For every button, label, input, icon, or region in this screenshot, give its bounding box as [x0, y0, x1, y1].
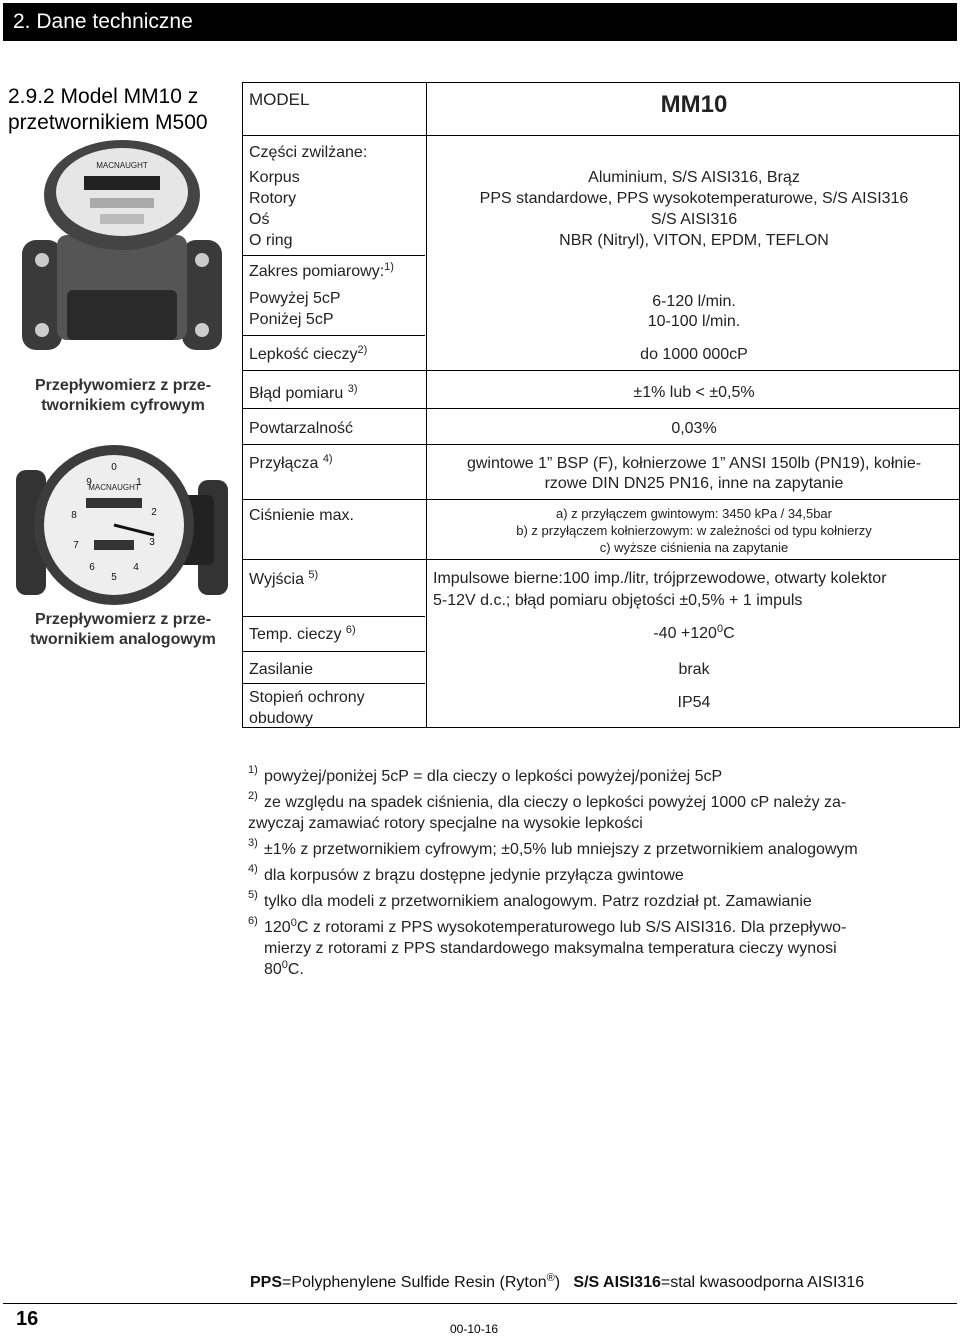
svg-text:8: 8 — [71, 510, 77, 521]
footnote-4: 4) dla korpusów z brązu dostępne jedynie przyłącza gwintowe — [248, 863, 684, 884]
svg-text:3: 3 — [149, 537, 155, 548]
above-5cp-value: 6-120 l/min. — [652, 293, 736, 310]
oring-value: NBR (Nitryl), VITON, EPDM, TEFLON — [559, 232, 829, 249]
connections-label: Przyłącza $^{4)}$ — [249, 453, 333, 472]
axis-label: Oś — [249, 211, 270, 228]
footnote-6: 6) $120^0C$ z rotorami z PPS wysokotemperaturowego lub S/S AISI316. Dla przepływo- mierzy z rotorami z PPS standardowego maksymalna temperatura cieczy wynosi $80^0C$. — [248, 915, 847, 978]
footer-rule — [3, 1303, 957, 1304]
repeatability-label: Powtarzalność — [249, 420, 354, 437]
ip-rating-value: IP54 — [677, 694, 711, 711]
header-title: 2. Dane techniczne — [13, 10, 193, 33]
svg-text:9: 9 — [86, 477, 92, 488]
wetted-parts-label: Części zwilżane: — [249, 144, 368, 161]
digital-meter-brand: MACNAUGHT — [96, 161, 148, 170]
svg-text:7: 7 — [73, 540, 79, 551]
page-header — [3, 3, 957, 41]
svg-text:0: 0 — [111, 462, 117, 473]
ip-rating-label: Stopień ochrony obudowy — [249, 689, 365, 727]
pressure-value-line3: c) wyższe ciśnienia na zapytanie — [599, 540, 789, 555]
viscosity-value: do 1000 000cP — [640, 346, 748, 363]
outputs-label: Wyjścia $^{5)}$ — [249, 569, 319, 588]
pressure-value-line1: a) z przyłączem gwintowym: 3450 kPa / 34,5bar — [555, 506, 832, 521]
analog-meter-image — [14, 440, 230, 610]
temperature-value: $-40 +120^0C$ — [653, 623, 735, 642]
footnotes — [248, 766, 948, 985]
below-5cp-label: Poniżej 5cP — [249, 311, 334, 328]
body-label: Korpus — [249, 169, 300, 186]
spec-table — [242, 82, 960, 728]
body-value: Aluminium, S/S AISI316, Brąz — [588, 169, 800, 186]
row-line — [243, 370, 959, 371]
model-value: MM10 — [660, 91, 728, 118]
left-column — [8, 84, 238, 136]
row-line — [243, 135, 959, 136]
digital-caption: Przepływomierz z prze- twornikiem cyfrowym — [34, 377, 212, 414]
row-line — [242, 616, 425, 617]
below-5cp-value: 10-100 l/min. — [647, 313, 741, 330]
connections-value-line1: gwintowe 1” BSP (F), kołnierzowe 1” ANSI 150lb (PN19), kołnie- — [466, 455, 922, 472]
row-line — [243, 683, 425, 684]
analog-caption: Przepływomierz z prze- twornikiem analogowym — [30, 611, 216, 648]
svg-text:5: 5 — [111, 572, 117, 583]
row-line — [243, 559, 959, 560]
svg-text:4: 4 — [133, 562, 139, 573]
footnote-5: 5) tylko dla modeli z przetwornikiem analogowym. Patrz rozdział pt. Zamawianie — [248, 889, 812, 910]
digital-meter-image — [12, 140, 232, 362]
model-label: MODEL — [249, 90, 310, 109]
rotors-value: PPS standardowe, PPS wysokotemperaturowe, S/S AISI316 — [479, 190, 909, 207]
connections-value-line2: rzowe DIN DN25 PN16, inne na zapytanie — [544, 475, 844, 492]
section-title: 2.9.2 Model MM10 z przetwornikiem M500 — [8, 85, 208, 134]
error-value: ±1% lub < ±0,5% — [633, 384, 755, 401]
svg-text:6: 6 — [89, 562, 95, 573]
outputs-value-line2: 5-12V d.c.; błąd pomiaru objętości ±0,5% + 1 impuls — [433, 592, 803, 609]
analog-meter-brand: MACNAUGHT — [88, 483, 140, 492]
power-supply-value: brak — [678, 661, 710, 678]
range-label: Zakres pomiarowy:$^{1)}$ — [249, 261, 394, 280]
page-number: 16 — [16, 1308, 39, 1330]
oring-label: O ring — [249, 232, 293, 249]
repeatability-value: 0,03% — [671, 420, 717, 437]
row-line — [243, 444, 959, 445]
svg-text:2: 2 — [151, 507, 157, 518]
footnote-3: 3) ±1% z przetwornikiem cyfrowym; ±0,5% lub mniejszy z przetwornikiem analogowym — [248, 837, 858, 858]
abbreviations-legend: PPS=Polyphenylene Sulfide Resin (Ryton®) S/S AISI316=stal kwasoodporna AISI316 — [250, 1272, 865, 1291]
svg-text:1: 1 — [136, 477, 142, 488]
footnote-1: 1) powyżej/poniżej 5cP = dla cieczy o lepkości powyżej/poniżej 5cP — [248, 764, 723, 785]
row-line — [243, 408, 959, 409]
viscosity-label: Lepkość cieczy$^{2)}$ — [249, 344, 368, 363]
pressure-value-line2: b) z przyłączem kołnierzowym: w zależności od typu kołnierzy — [516, 523, 872, 538]
row-line — [243, 651, 425, 652]
power-supply-label: Zasilanie — [249, 661, 314, 678]
row-line — [243, 255, 425, 256]
temperature-label: Temp. cieczy $^{6)}$ — [249, 624, 356, 643]
footnote-2: 2) ze względu na spadek ciśnienia, dla cieczy o lepkości powyżej 1000 cP należy za- zwyczaj zamawiać rotory specjalne na wysokie lepkości — [248, 790, 847, 832]
pressure-label: Ciśnienie max. — [249, 507, 354, 524]
row-line — [243, 335, 425, 336]
row-line — [243, 499, 959, 500]
axis-value: S/S AISI316 — [650, 211, 738, 228]
above-5cp-label: Powyżej 5cP — [249, 290, 341, 307]
document-date: 00-10-16 — [450, 1322, 499, 1336]
rotors-label: Rotory — [249, 190, 297, 207]
outputs-value-line1: Impulsowe bierne:100 imp./litr, trójprzewodowe, otwarty kolektor — [433, 570, 887, 587]
error-label: Błąd pomiaru $^{3)}$ — [249, 383, 358, 402]
